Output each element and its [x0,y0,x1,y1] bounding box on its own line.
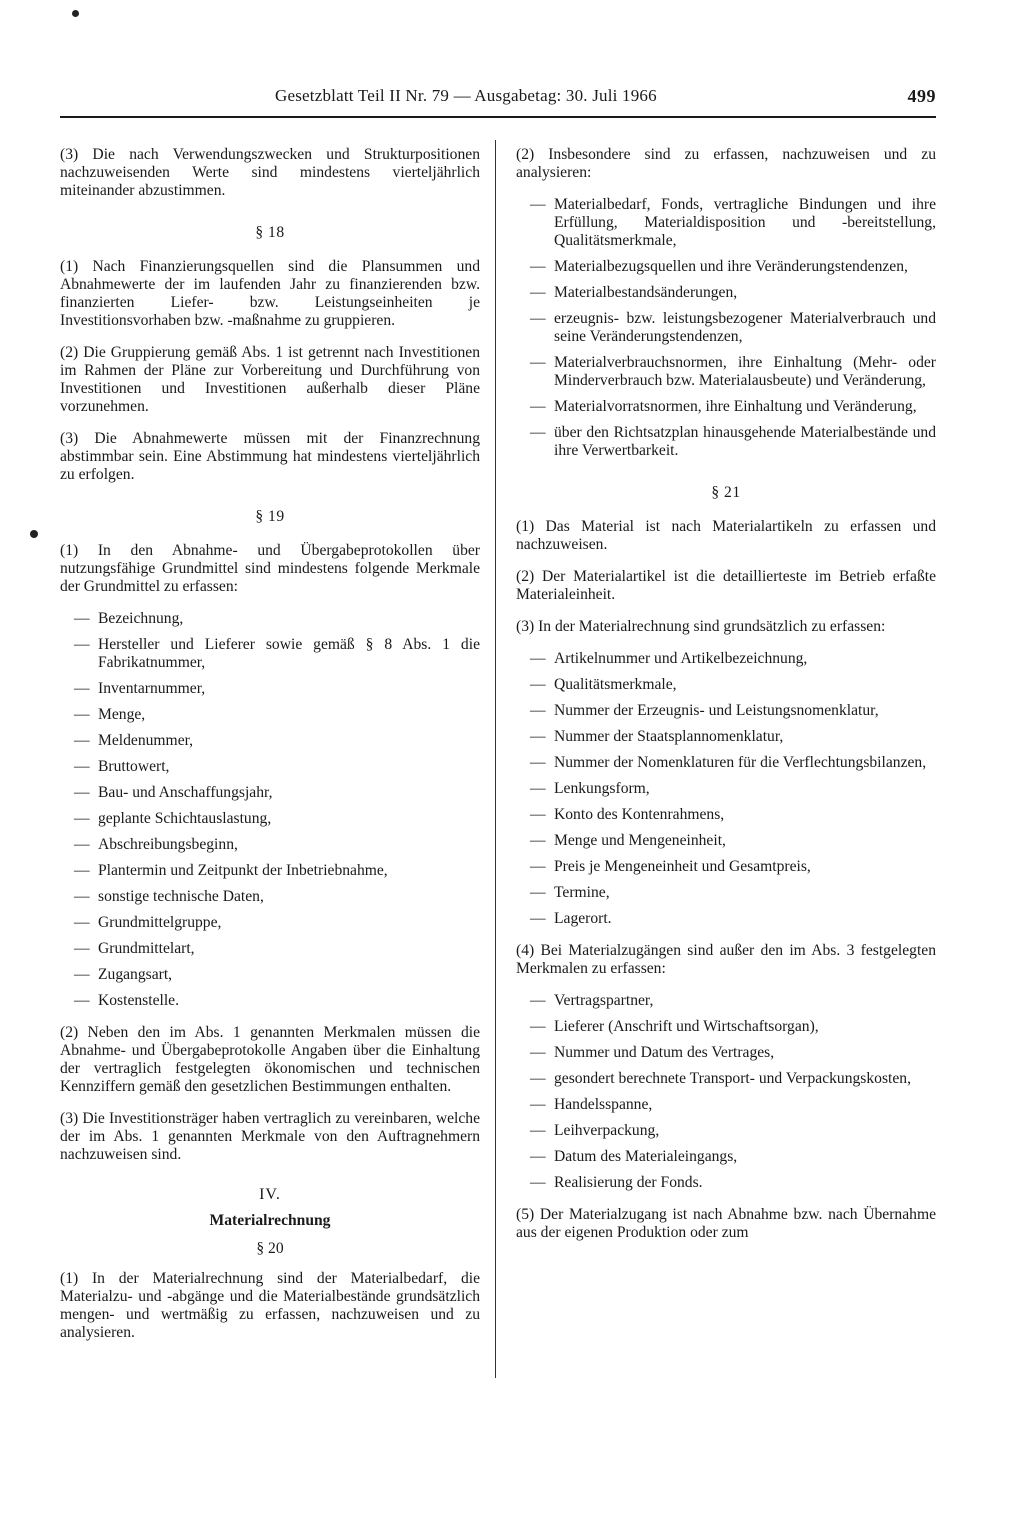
section-heading-21: § 21 [711,484,741,501]
column-divider [495,140,496,1378]
list-item: — gesondert berechnete Transport- und Verpackungskosten, [516,1070,936,1088]
analysis-list [516,196,936,460]
part-number: IV. [259,1186,281,1203]
list-item: — Materialbezugsquellen und ihre Veränderungstendenzen, [516,258,936,276]
list-item: — geplante Schichtauslastung, [60,810,480,828]
list-item: — Lieferer (Anschrift und Wirtschaftsorgan), [516,1018,936,1036]
paragraph: (1) Das Material ist nach Materialartikeln zu erfassen und nachzuweisen. [516,518,936,553]
list-item: — Konto des Kontenrahmens, [516,806,936,824]
page-header [60,86,936,118]
list-item: — Inventarnummer, [60,680,480,698]
list-item: — Bruttowert, [60,758,480,776]
list-item: — Menge und Mengeneinheit, [516,832,936,850]
list-item: — Bezeichnung, [60,610,480,628]
list-item: — sonstige technische Daten, [60,888,480,906]
paragraph: (3) Die Abnahmewerte müssen mit der Finanzrechnung abstimmbar sein. Eine Abstimmung hat mindestens vierteljährlich zu erfolgen. [60,430,480,483]
section-heading-19: § 19 [255,508,285,525]
paragraph: (3) Die nach Verwendungszwecken und Strukturpositionen nachzuweisenden Werte sind mindestens vierteljährlich miteinander abzustimmen. [60,146,480,199]
paragraph: (3) In der Materialrechnung sind grundsätzlich zu erfassen: [516,618,886,635]
list-item: — Lenkungsform, [516,780,936,798]
list-item: — Grundmittelart, [60,940,480,958]
paragraph: (1) In der Materialrechnung sind der Materialbedarf, die Materialzu- und -abgänge und die Materialbestände grundsätzlich mengen- und wertmäßig zu erfassen, nachzuweisen und zu analysieren. [60,1270,480,1341]
list-item: — Vertragspartner, [516,992,936,1010]
list-item: — Plantermin und Zeitpunkt der Inbetriebnahme, [60,862,480,880]
list-item: — Qualitätsmerkmale, [516,676,936,694]
receipt-fields-list [516,992,936,1192]
paragraph: (3) Die Investitionsträger haben vertraglich zu vereinbaren, welche der im Abs. 1 genannten Merkmale von den Auftragnehmern nachzuweisen sind. [60,1110,480,1163]
list-item: — Materialbestandsänderungen, [516,284,936,302]
list-item: — Materialvorratsnormen, ihre Einhaltung und Veränderung, [516,398,936,416]
right-column [516,146,936,1256]
paragraph: (1) In den Abnahme- und Übergabeprotokollen über nutzungsfähige Grundmittel sind mindestens folgende Merkmale der Grundmittel zu erfassen: [60,542,480,595]
list-item: — erzeugnis- bzw. leistungsbezogener Materialverbrauch und seine Veränderungstendenzen, [516,310,936,346]
scan-speck [30,530,38,538]
list-item: — Nummer und Datum des Vertrages, [516,1044,936,1062]
paragraph: (2) Der Materialartikel ist die detaillierteste im Betrieb erfaßte Materialeinheit. [516,568,936,603]
list-item: — Artikelnummer und Artikelbezeichnung, [516,650,936,668]
paragraph: (2) Neben den im Abs. 1 genannten Merkmalen müssen die Abnahme- und Übergabeprotokolle Angaben über die Einhaltung der vertraglich festgelegten ökonomischen und technischen Kennziffern gemäß den gesetzlichen Bestimmungen enthalten. [60,1024,480,1095]
list-item: — Kostenstelle. [60,992,480,1010]
list-item: — Meldenummer, [60,732,480,750]
list-item: — Leihverpackung, [516,1122,936,1140]
list-item: — Materialbedarf, Fonds, vertragliche Bindungen und ihre Erfüllung, Materialdisposition und -bereitstellung, Qualitätsmerkmale, [516,196,936,250]
scan-speck [72,10,79,17]
page-number: 499 [907,86,936,106]
feature-list [60,610,480,1010]
list-item: — Nummer der Staatsplannomenklatur, [516,728,936,746]
list-item: — Menge, [60,706,480,724]
paragraph: (2) Die Gruppierung gemäß Abs. 1 ist getrennt nach Investitionen im Rahmen der Pläne zur Vorbereitung und Durchführung von Investitionen und Investitionen außerhalb dieser Pläne vorzunehmen. [60,344,480,415]
paragraph: (4) Bei Materialzugängen sind außer den im Abs. 3 festgelegten Merkmalen zu erfassen: [516,942,936,977]
left-column [60,146,480,1356]
material-fields-list [516,650,936,928]
list-item: — über den Richtsatzplan hinausgehende Materialbestände und ihre Verwertbarkeit. [516,424,936,460]
list-item: — Abschreibungsbeginn, [60,836,480,854]
part-title: Materialrechnung [209,1212,331,1229]
section-heading-20: § 20 [256,1240,284,1257]
paragraph: (5) Der Materialzugang ist nach Abnahme bzw. nach Übernahme aus der eigenen Produktion oder zum [516,1206,936,1241]
list-item: — Grundmittelgruppe, [60,914,480,932]
list-item: — Lagerort. [516,910,936,928]
section-heading-18: § 18 [255,224,285,241]
list-item: — Preis je Mengeneinheit und Gesamtpreis, [516,858,936,876]
list-item: — Termine, [516,884,936,902]
paragraph: (1) Nach Finanzierungsquellen sind die Plansummen und Abnahmewerte der im laufenden Jahr zu finanzierenden bzw. finanzierten Liefer- bzw. Leistungseinheiten je Investitionsvorhaben bzw. -maßnahme zu gruppieren. [60,258,480,329]
header-title: Gesetzblatt Teil II Nr. 79 — Ausgabetag: 30. Juli 1966 [275,86,657,105]
list-item: — Handelsspanne, [516,1096,936,1114]
list-item: — Bau- und Anschaffungsjahr, [60,784,480,802]
list-item: — Zugangsart, [60,966,480,984]
list-item: — Nummer der Nomenklaturen für die Verflechtungsbilanzen, [516,754,936,772]
list-item: — Realisierung der Fonds. [516,1174,936,1192]
paragraph: (2) Insbesondere sind zu erfassen, nachzuweisen und zu analysieren: [516,146,936,181]
list-item: — Materialverbrauchsnormen, ihre Einhaltung (Mehr- oder Minderverbrauch bzw. Materialausbeute) und Veränderung, [516,354,936,390]
list-item: — Hersteller und Lieferer sowie gemäß § 8 Abs. 1 die Fabrikatnummer, [60,636,480,672]
list-item: — Nummer der Erzeugnis- und Leistungsnomenklatur, [516,702,936,720]
list-item: — Datum des Materialeingangs, [516,1148,936,1166]
